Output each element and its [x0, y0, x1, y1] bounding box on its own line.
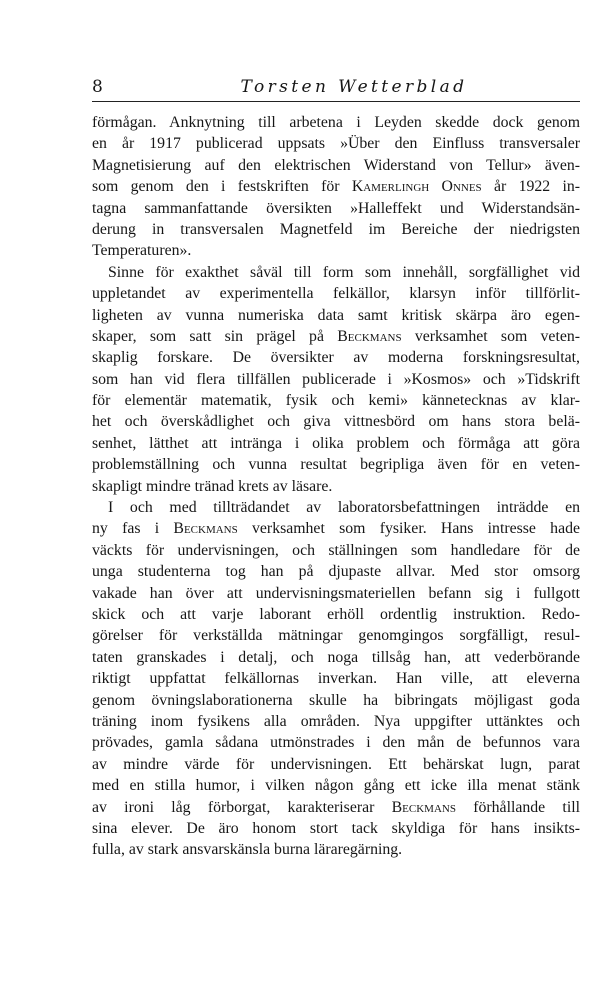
text-line: Temperaturen». [92, 242, 192, 260]
text-line: unga studenterna tog han på djupaste allvar. Med stor omsorg [92, 563, 580, 581]
text-line: Sinne för exakthet såväl till form som innehåll, sorgfällighet vid [108, 263, 580, 281]
text-line: skaplig forskare. De översikter av moderna forskningsresultat, [92, 349, 580, 367]
text-line: ligheten av vunna numeriska data samt kritisk skärpa äro egen- [92, 306, 580, 324]
text-line: riktigt uppfattat felkällornas inverkan. Han ville, att eleverna [92, 670, 580, 688]
text-line: skaper, som satt sin prägel på Beckmans verksamhet som veten- [92, 327, 581, 345]
text-line: derung in transversalen Magnetfeld im Bereiche der niedrigsten [92, 220, 580, 238]
text-line: vakade han över att undervisningsmateriellen befann sig i fullgott [92, 584, 580, 602]
text-line: genom övningslaborationerna skulle ha bibringats möjligast goda [92, 691, 580, 709]
text-line: av ironi låg förborgat, karakteriserar Beckmans förhållande till [92, 798, 580, 816]
text-line: som genom den i festskriften för Kamerlingh Onnes år 1922 in- [92, 178, 581, 196]
text-line: problemställning och vunna resultat begripliga även för en veten- [92, 456, 580, 474]
text-line: tagna sammanfattande översikten »Halleffekt und Widerstandsän- [92, 199, 580, 217]
page-number: 8 [92, 77, 103, 97]
text-line: skick och att varje laborant erhöll ordentlig instruktion. Redo- [92, 605, 580, 623]
text-line: I och med tillträdandet av laboratorsbefattningen inträdde en [108, 499, 580, 517]
text-line: skapligt mindre tränad krets av läsare. [92, 477, 333, 495]
header-rule [92, 101, 580, 102]
paragraph [92, 112, 580, 262]
text-line: träning inom fysikens alla områden. Nya uppgifter uttänktes och [92, 712, 580, 730]
text-line: prövades, gamla sådana utmönstrades i den mån de befunnos vara [92, 734, 580, 752]
running-title: Torsten Wetterblad [240, 77, 468, 97]
body-text [92, 112, 580, 861]
paragraph [92, 497, 580, 861]
text-line: för elementär matematik, fysik och kemi» kännetecknas av klar- [92, 392, 580, 410]
text-line: förmågan. Anknytning till arbetena i Leyden skedde dock genom [92, 114, 580, 131]
text-line: senhet, lätthet att intränga i olika problem och förmåga att göra [92, 434, 580, 452]
text-line: uppletandet av experimentella felkällor, klarsyn inför tillförlit- [92, 285, 580, 303]
text-line: het och överskådlighet och giva vittnesbörd om hans stora belä- [92, 413, 580, 431]
text-line: väckts för undervisningen, och ställningen som handledare för de [92, 541, 580, 559]
text-line: fulla, av stark ansvarskänsla burna läraregärning. [92, 841, 403, 859]
text-line: av mindre värde för undervisningen. Ett behärskat lugn, parat [92, 755, 580, 773]
text-line: ny fas i Beckmans verksamhet som fysiker. Hans intresse hade [92, 520, 581, 538]
text-line: med en stilla humor, i vilken någon gång ett icke illa menat stänk [92, 777, 580, 795]
text-line: Magnetisierung auf den elektrischen Widerstand von Tellur» även- [92, 156, 580, 174]
text-line: taten granskades i detalj, och noga tillsåg han, att vederbörande [92, 648, 580, 666]
running-head [92, 76, 576, 100]
text-line: en år 1917 publicerad uppsats »Über den Einfluss transversaler [92, 135, 580, 153]
text-line: görelser för verkställda mätningar genomgingos sorgfälligt, resul- [92, 627, 580, 645]
paragraph [92, 262, 580, 497]
text-line: sina elever. De äro honom stort tack skyldiga för hans insikts- [92, 819, 580, 837]
text-line: som han vid flera tillfällen publicerade i »Kosmos» och »Tidskrift [92, 370, 580, 388]
